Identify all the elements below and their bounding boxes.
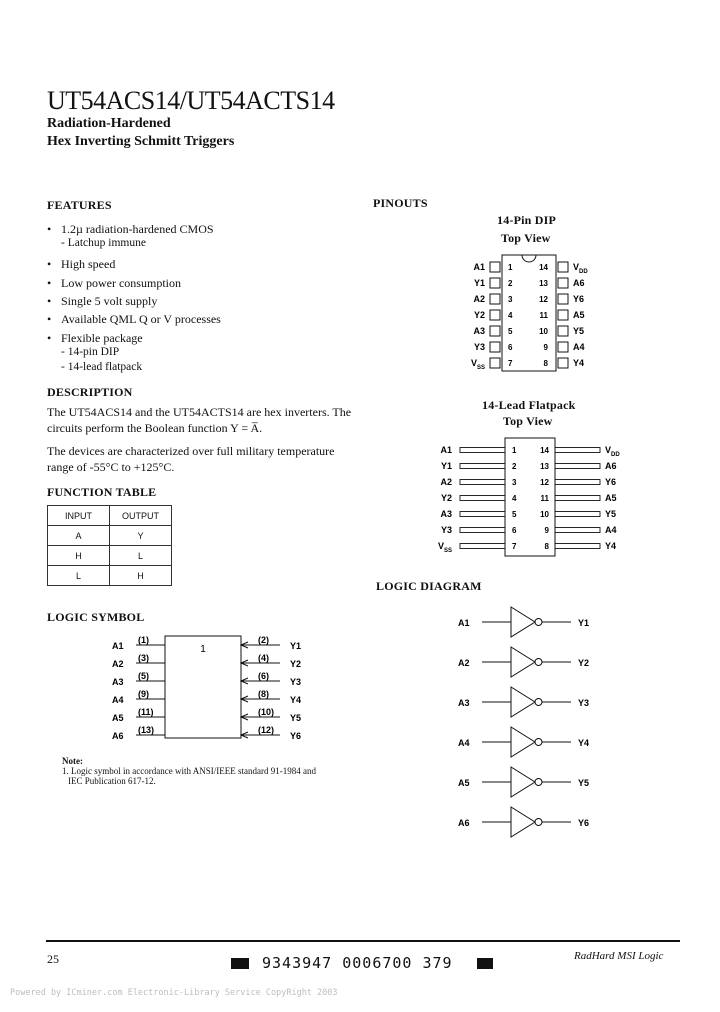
pin-name-label: A5 bbox=[605, 493, 617, 503]
symbol-output-label: Y5 bbox=[290, 713, 302, 723]
brand-footer: RadHard MSI Logic bbox=[574, 950, 664, 962]
flatpack-pin-number: 7 bbox=[512, 542, 517, 551]
description-para2-line1: The devices are characterized over full military temperature bbox=[47, 444, 335, 458]
footer-rule bbox=[46, 940, 680, 942]
gate-input-label: A1 bbox=[458, 618, 470, 628]
pin-name-label: Y5 bbox=[573, 326, 585, 336]
pinouts-heading: PINOUTS bbox=[373, 196, 428, 210]
dip-title: 14-Pin DIP bbox=[497, 213, 556, 227]
dip-package-diagram bbox=[460, 252, 600, 377]
function-table-header-output: OUTPUT bbox=[110, 506, 172, 526]
dip-pin-number: 8 bbox=[543, 359, 548, 368]
flatpack-pin-number: 4 bbox=[512, 494, 517, 503]
pin-name-label: Y3 bbox=[473, 342, 485, 352]
pin-name-label: A3 bbox=[473, 326, 485, 336]
symbol-input-label: A3 bbox=[112, 677, 124, 687]
table-cell: H bbox=[48, 546, 110, 566]
flatpack-lead-right bbox=[555, 496, 600, 501]
page-number: 25 bbox=[47, 952, 59, 966]
gate-input-label: A4 bbox=[458, 738, 470, 748]
pin-name-label: Y2 bbox=[473, 310, 485, 320]
flatpack-package-diagram bbox=[430, 432, 640, 562]
pin-name-label: Y4 bbox=[573, 358, 585, 368]
dip-pin-left bbox=[490, 310, 500, 320]
function-table-subheader-y: Y bbox=[110, 526, 172, 546]
dip-pin-left bbox=[490, 326, 500, 336]
flatpack-pin-number: 9 bbox=[544, 526, 549, 535]
inverter-bubble bbox=[535, 699, 542, 706]
barcode-block-right bbox=[477, 958, 493, 969]
symbol-output-pin: (10) bbox=[258, 707, 275, 717]
flatpack-lead-left bbox=[460, 480, 505, 485]
symbol-output-label: Y1 bbox=[290, 641, 302, 651]
gate-input-label: A6 bbox=[458, 818, 470, 828]
pin-name-label: A2 bbox=[440, 477, 452, 487]
dip-pin-number: 9 bbox=[543, 343, 548, 352]
dip-pin-number: 14 bbox=[539, 263, 548, 272]
table-row bbox=[48, 566, 172, 586]
flatpack-pin-number: 2 bbox=[512, 462, 517, 471]
gate-output-label: Y4 bbox=[578, 738, 590, 748]
function-table bbox=[47, 505, 172, 586]
description-para2-line2: range of -55°C to +125°C. bbox=[47, 460, 175, 474]
pin-name-label: A4 bbox=[573, 342, 585, 352]
flatpack-subtitle: Top View bbox=[503, 414, 553, 428]
inverter-triangle bbox=[511, 807, 535, 837]
pin-name-label: A4 bbox=[605, 525, 617, 535]
symbol-input-label: A5 bbox=[112, 713, 124, 723]
flatpack-pin-number: 5 bbox=[512, 510, 517, 519]
inverter-triangle bbox=[511, 727, 535, 757]
features-heading: FEATURES bbox=[47, 198, 112, 212]
pin-name-label: Y2 bbox=[440, 493, 452, 503]
flatpack-lead-left bbox=[460, 528, 505, 533]
dip-pin-number: 12 bbox=[539, 295, 548, 304]
dip-pin-number: 6 bbox=[508, 343, 513, 352]
feature-item: • 1.2µ radiation-hardened CMOS bbox=[61, 222, 214, 237]
pin-name-label: $V_{DD}$ bbox=[605, 445, 620, 458]
pin-name-label: Y6 bbox=[605, 477, 617, 487]
flatpack-pin-number: 8 bbox=[544, 542, 549, 551]
dip-pin-number: 4 bbox=[508, 311, 513, 320]
symbol-output-pin: (6) bbox=[258, 671, 269, 681]
flatpack-lead-right bbox=[555, 528, 600, 533]
pin-name-label: A6 bbox=[605, 461, 617, 471]
dip-pin-number: 10 bbox=[539, 327, 548, 336]
flatpack-pin-number: 10 bbox=[540, 510, 549, 519]
symbol-output-label: Y2 bbox=[290, 659, 302, 669]
note-heading: Note: bbox=[62, 756, 83, 766]
flatpack-lead-right bbox=[555, 544, 600, 549]
flatpack-pin-number: 14 bbox=[540, 446, 549, 455]
dip-pin-left bbox=[490, 358, 500, 368]
symbol-output-pin: (2) bbox=[258, 635, 269, 645]
inverter-triangle bbox=[511, 767, 535, 797]
dip-pin-right bbox=[558, 262, 568, 272]
inverter-bubble bbox=[535, 779, 542, 786]
gate-input-label: A3 bbox=[458, 698, 470, 708]
flatpack-lead-right bbox=[555, 448, 600, 453]
inverter-triangle bbox=[511, 607, 535, 637]
gate-input-label: A2 bbox=[458, 658, 470, 668]
pin-name-label: Y3 bbox=[440, 525, 452, 535]
symbol-input-label: A4 bbox=[112, 695, 124, 705]
function-table-subheader-row bbox=[48, 526, 172, 546]
dip-pin-number: 1 bbox=[508, 263, 513, 272]
pin-name-label: A5 bbox=[573, 310, 585, 320]
gate-output-label: Y5 bbox=[578, 778, 590, 788]
flatpack-lead-right bbox=[555, 464, 600, 469]
barcode-number: 9343947 0006700 379 bbox=[262, 954, 453, 972]
gate-output-label: Y6 bbox=[578, 818, 590, 828]
description-para1-line2: circuits perform the Boolean function Y = A̅. bbox=[47, 421, 263, 435]
symbol-output-label: Y6 bbox=[290, 731, 302, 741]
dip-pin-number: 7 bbox=[508, 359, 513, 368]
flatpack-pins bbox=[438, 445, 620, 554]
dip-pin-right bbox=[558, 326, 568, 336]
logic-symbol-diagram bbox=[100, 628, 330, 746]
gate-output-label: Y1 bbox=[578, 618, 590, 628]
dip-subtitle: Top View bbox=[501, 231, 551, 245]
description-para1-line1: The UT54ACS14 and the UT54ACTS14 are hex inverters. The bbox=[47, 405, 352, 419]
flatpack-lead-left bbox=[460, 512, 505, 517]
note-line-1: 1. Logic symbol in accordance with ANSI/IEEE standard 91-1984 and bbox=[62, 766, 316, 776]
logic-symbol-gate-label: 1 bbox=[200, 644, 206, 655]
inverter-bubble bbox=[535, 739, 542, 746]
function-table-heading: FUNCTION TABLE bbox=[47, 485, 157, 499]
flatpack-lead-right bbox=[555, 512, 600, 517]
inverter-bubble bbox=[535, 819, 542, 826]
flatpack-pin-number: 3 bbox=[512, 478, 517, 487]
feature-subitem: - 14-pin DIP bbox=[61, 346, 119, 358]
function-table-subheader-a: A bbox=[48, 526, 110, 546]
pin-name-label: Y1 bbox=[440, 461, 452, 471]
dip-pin-left bbox=[490, 294, 500, 304]
dip-pin-left bbox=[490, 262, 500, 272]
flatpack-title: 14-Lead Flatpack bbox=[482, 398, 576, 412]
flatpack-lead-left bbox=[460, 544, 505, 549]
symbol-output-pin: (8) bbox=[258, 689, 269, 699]
flatpack-pin-number: 13 bbox=[540, 462, 549, 471]
pin-name-label: A1 bbox=[473, 262, 485, 272]
inverter-bubble bbox=[535, 619, 542, 626]
pin-name-label: $V_{DD}$ bbox=[573, 262, 588, 275]
dip-pin-number: 13 bbox=[539, 279, 548, 288]
symbol-input-pin: (13) bbox=[138, 725, 155, 735]
feature-item: • Low power consumption bbox=[61, 276, 181, 291]
logic-diagram-gates bbox=[458, 607, 589, 837]
symbol-input-label: A6 bbox=[112, 731, 124, 741]
symbol-input-label: A1 bbox=[112, 641, 124, 651]
logic-diagram bbox=[450, 598, 610, 838]
gate-output-label: Y3 bbox=[578, 698, 590, 708]
dip-pin-right bbox=[558, 294, 568, 304]
dip-pin-right bbox=[558, 358, 568, 368]
symbol-input-pin: (1) bbox=[138, 635, 149, 645]
flatpack-lead-left bbox=[460, 496, 505, 501]
dip-pin-number: 11 bbox=[539, 311, 548, 320]
symbol-input-pin: (5) bbox=[138, 671, 149, 681]
pin-name-label: Y5 bbox=[605, 509, 617, 519]
dip-pin-number: 3 bbox=[508, 295, 513, 304]
dip-pin-right bbox=[558, 342, 568, 352]
pin-name-label: $V_{SS}$ bbox=[470, 358, 485, 371]
dip-pin-right bbox=[558, 310, 568, 320]
dip-pin-left bbox=[490, 342, 500, 352]
pin-name-label: A6 bbox=[573, 278, 585, 288]
function-table-header-row bbox=[48, 506, 172, 526]
table-cell: H bbox=[110, 566, 172, 586]
dip-pin-number: 5 bbox=[508, 327, 513, 336]
pin-name-label: A1 bbox=[440, 445, 452, 455]
note-line-2: IEC Publication 617-12. bbox=[68, 776, 156, 786]
description-heading: DESCRIPTION bbox=[47, 385, 133, 399]
flatpack-pin-number: 6 bbox=[512, 526, 517, 535]
feature-item: • Available QML Q or V processes bbox=[61, 312, 221, 327]
subtitle-line-2: Hex Inverting Schmitt Triggers bbox=[47, 134, 235, 149]
feature-subitem: - 14-lead flatpack bbox=[61, 361, 142, 373]
pin-name-label: Y1 bbox=[473, 278, 485, 288]
symbol-output-pin: (4) bbox=[258, 653, 269, 663]
logic-symbol-rows bbox=[112, 635, 301, 741]
pin-name-label: A3 bbox=[440, 509, 452, 519]
feature-item: • High speed bbox=[61, 257, 115, 272]
feature-subitem: - Latchup immune bbox=[61, 237, 146, 249]
logic-symbol-heading: LOGIC SYMBOL bbox=[47, 610, 145, 624]
flatpack-lead-left bbox=[460, 448, 505, 453]
pin-name-label: A2 bbox=[473, 294, 485, 304]
dip-pin-number: 2 bbox=[508, 279, 513, 288]
symbol-output-pin: (12) bbox=[258, 725, 275, 735]
table-row bbox=[48, 546, 172, 566]
table-cell: L bbox=[48, 566, 110, 586]
function-table-header-input: INPUT bbox=[48, 506, 110, 526]
feature-item: • Flexible package bbox=[61, 331, 143, 346]
dip-notch bbox=[522, 255, 536, 262]
inverter-triangle bbox=[511, 687, 535, 717]
dip-pin-right bbox=[558, 278, 568, 288]
dip-pin-left bbox=[490, 278, 500, 288]
barcode-block-left bbox=[231, 958, 249, 969]
inverter-bubble bbox=[535, 659, 542, 666]
flatpack-lead-right bbox=[555, 480, 600, 485]
symbol-input-pin: (11) bbox=[138, 707, 154, 717]
pin-name-label: Y4 bbox=[605, 541, 617, 551]
flatpack-lead-left bbox=[460, 464, 505, 469]
symbol-output-label: Y4 bbox=[290, 695, 302, 705]
flatpack-pin-number: 12 bbox=[540, 478, 549, 487]
watermark-text: Powered by ICminer.com Electronic-Library Service CopyRight 2003 bbox=[10, 988, 338, 998]
flatpack-pin-number: 11 bbox=[540, 494, 549, 503]
document-title: UT54ACS14/UT54ACTS14 bbox=[47, 86, 335, 115]
subtitle-line-1: Radiation-Hardened bbox=[47, 116, 171, 131]
symbol-input-pin: (9) bbox=[138, 689, 149, 699]
gate-input-label: A5 bbox=[458, 778, 470, 788]
table-cell: L bbox=[110, 546, 172, 566]
pin-name-label: Y6 bbox=[573, 294, 585, 304]
symbol-output-label: Y3 bbox=[290, 677, 302, 687]
inverter-triangle bbox=[511, 647, 535, 677]
dip-pins bbox=[471, 262, 588, 371]
feature-item: • Single 5 volt supply bbox=[61, 294, 157, 309]
gate-output-label: Y2 bbox=[578, 658, 590, 668]
flatpack-pin-number: 1 bbox=[512, 446, 517, 455]
symbol-input-label: A2 bbox=[112, 659, 124, 669]
pin-name-label: $V_{SS}$ bbox=[437, 541, 452, 554]
symbol-input-pin: (3) bbox=[138, 653, 149, 663]
logic-diagram-heading: LOGIC DIAGRAM bbox=[376, 579, 482, 593]
